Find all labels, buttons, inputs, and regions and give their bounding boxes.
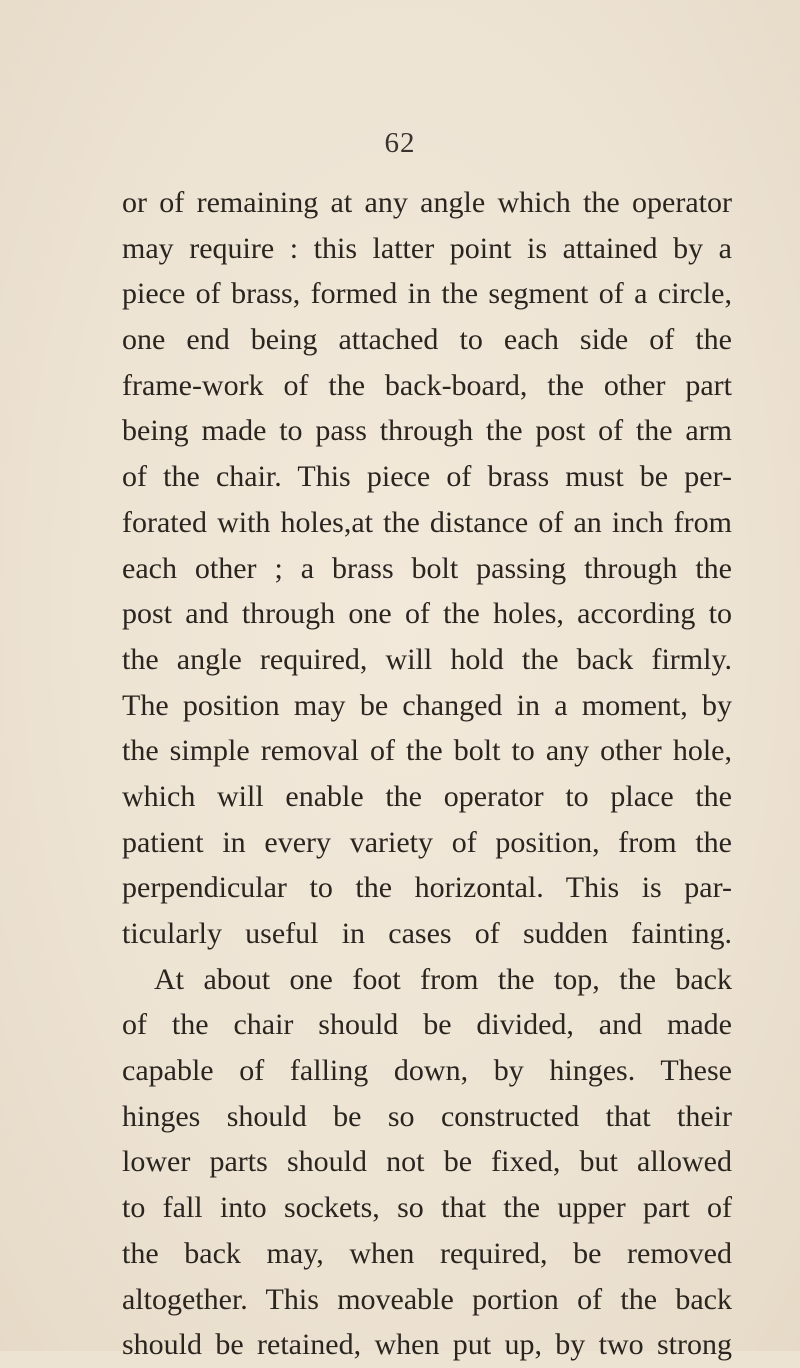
- text-line: of the chair. This piece of brass must be per-: [122, 460, 732, 494]
- text-line: which will enable the operator to place the: [122, 779, 732, 813]
- text-line: being made to pass through the post of the arm: [122, 414, 732, 448]
- text-line: the angle required, will hold the back firmly.: [122, 642, 732, 676]
- text-line: piece of brass, formed in the segment of a circle,: [122, 277, 732, 311]
- text-line: to fall into sockets, so that the upper part of: [122, 1191, 732, 1225]
- text-line: post and through one of the holes, according to: [122, 597, 732, 631]
- page-number: 62: [384, 127, 416, 159]
- text-line: the back may, when required, be removed: [122, 1236, 732, 1270]
- text-line: patient in every variety of position, from the: [122, 825, 732, 859]
- text-line: or of remaining at any angle which the operator: [122, 186, 732, 219]
- text-line: may require : this latter point is attained by a: [122, 231, 732, 265]
- text-line: each other ; a brass bolt passing through the: [122, 551, 732, 585]
- text-line: hinges should be so constructed that their: [122, 1099, 732, 1133]
- text-line: forated with holes,at the distance of an inch from: [122, 505, 732, 539]
- text-line: altogether. This moveable portion of the back: [122, 1282, 732, 1316]
- text-line: the simple removal of the bolt to any other hole,: [122, 734, 732, 768]
- text-line: capable of falling down, by hinges. These: [122, 1054, 732, 1088]
- body-text: [122, 180, 732, 1368]
- text-line: lower parts should not be fixed, but allowed: [122, 1145, 732, 1179]
- paragraph-start-line: At about one foot from the top, the back: [154, 962, 732, 996]
- text-line: ticularly useful in cases of sudden fainting.: [122, 917, 732, 950]
- text-line: The position may be changed in a moment, by: [122, 688, 732, 722]
- text-line: frame-work of the back-board, the other part: [122, 368, 732, 402]
- text-line: should be retained, when put up, by two strong: [122, 1328, 732, 1362]
- text-line: of the chair should be divided, and made: [122, 1008, 732, 1042]
- text-line: perpendicular to the horizontal. This is par-: [122, 871, 732, 905]
- text-line: one end being attached to each side of the: [122, 323, 732, 357]
